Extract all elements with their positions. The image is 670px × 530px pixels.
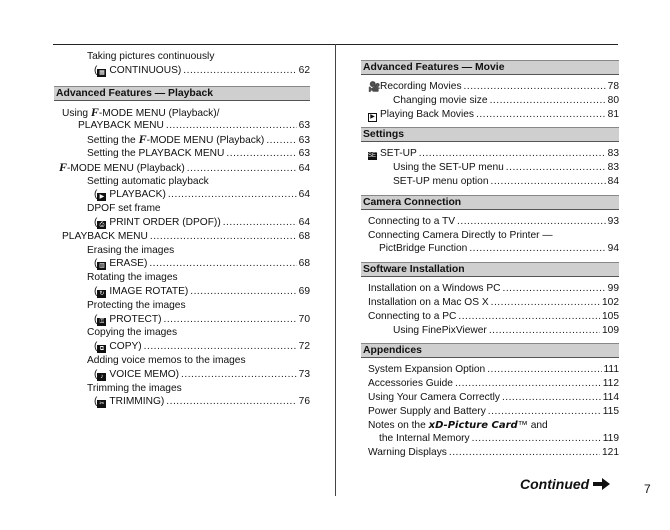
- f-mode-icon: F: [59, 159, 68, 174]
- leader-dots: [181, 368, 297, 382]
- protect-icon: ⚿: [97, 318, 106, 326]
- leader-dots: [163, 313, 296, 327]
- toc-entry[interactable]: ▶ Playing Back Movies ..... 81: [361, 108, 619, 122]
- toc-entry[interactable]: the Internal Memory ..... 119: [361, 432, 619, 446]
- toc-entry[interactable]: Using the SET-UP menu ..... 83: [361, 161, 619, 175]
- play-icon: ▶: [368, 113, 377, 122]
- toc-entry[interactable]: Connecting to a PC ..... 105: [361, 310, 619, 324]
- leader-dots: [472, 432, 601, 446]
- toc-entry[interactable]: DPOF set frame: [87, 203, 161, 215]
- toc-entry[interactable]: ( ⚿ PROTECT) ..... 70: [54, 313, 310, 327]
- section-heading-appendices: Appendices: [361, 343, 619, 358]
- leader-dots: [266, 134, 296, 148]
- leader-dots: [488, 405, 601, 419]
- leader-dots: [166, 395, 296, 409]
- leader-dots: [455, 377, 601, 391]
- arrow-right-icon: [593, 478, 610, 490]
- toc-entry[interactable]: System Expansion Option ..... 111: [361, 363, 619, 377]
- leader-dots: [149, 257, 296, 271]
- leader-dots: [457, 215, 606, 229]
- toc-entry[interactable]: Installation on a Mac OS X ..... 102: [361, 296, 619, 310]
- toc-entry[interactable]: PLAYBACK MENU ..... 68: [54, 230, 310, 244]
- toc-entry[interactable]: Power Supply and Battery ..... 115: [361, 405, 619, 419]
- page-number-footer: 7: [644, 482, 651, 496]
- leader-dots: [491, 296, 600, 310]
- leader-dots: [503, 282, 606, 296]
- toc-entry[interactable]: 🎥Recording Movies ..... 78: [361, 80, 619, 94]
- toc-entry[interactable]: Copying the images: [87, 327, 178, 339]
- toc-entry[interactable]: Taking pictures continuously: [87, 51, 215, 62]
- leader-dots: [183, 64, 296, 78]
- rotate-icon: ↻: [99, 290, 105, 297]
- leader-dots: [187, 162, 297, 176]
- toc-entry[interactable]: ( ▥ ERASE) ..... 68: [54, 257, 310, 271]
- xd-picture-card-brand: xD-Picture Card: [428, 419, 518, 431]
- toc-entry[interactable]: Using Your Camera Correctly ..... 114: [361, 391, 619, 405]
- section-heading-playback: Advanced Features — Playback: [54, 86, 310, 101]
- toc-entry[interactable]: PLAYBACK MENU ..... 63: [54, 119, 310, 133]
- autoplay-icon: ▶: [97, 193, 106, 201]
- page-number: 62: [298, 64, 310, 76]
- leader-dots: [458, 310, 600, 324]
- section-heading-camera-connection: Camera Connection: [361, 195, 619, 210]
- toc-entry[interactable]: Erasing the images: [87, 244, 175, 256]
- f-mode-icon: F: [90, 104, 99, 119]
- toc-entry[interactable]: SET-UP menu option ..... 84: [361, 175, 619, 189]
- toc-entry[interactable]: Connecting Camera Directly to Printer —: [368, 229, 553, 241]
- toc-entry[interactable]: Installation on a Windows PC ..... 99: [361, 282, 619, 296]
- movie-camera-icon: 🎥: [368, 82, 381, 93]
- leader-dots: [223, 216, 297, 230]
- toc-entry[interactable]: Notes on the xD-Picture Card™ and: [368, 419, 548, 431]
- toc-entry[interactable]: Changing movie size ..... 80: [361, 94, 619, 108]
- leader-dots: [419, 147, 606, 161]
- toc-left-column: [54, 50, 310, 409]
- setup-icon: SET: [368, 153, 380, 160]
- toc-entry[interactable]: Setting automatic playback: [87, 175, 209, 187]
- leader-dots: [506, 161, 606, 175]
- toc-entry[interactable]: SETSET-UP ..... 83: [361, 147, 619, 161]
- copy-icon: ⧉: [97, 345, 106, 353]
- toc-right-column: [361, 54, 619, 460]
- toc-entry[interactable]: Setting the PLAYBACK MENU ..... 63: [54, 147, 310, 161]
- toc-entry[interactable]: PictBridge Function ..... 94: [361, 242, 619, 256]
- toc-entry[interactable]: Protecting the images: [87, 299, 186, 311]
- leader-dots: [490, 94, 606, 108]
- leader-dots: [166, 119, 297, 133]
- section-heading-movie: Advanced Features — Movie: [361, 60, 619, 75]
- toc-entry[interactable]: Using F-MODE MENU (Playback)/: [62, 104, 220, 119]
- continuous-icon: ▦: [99, 69, 105, 76]
- toc-entry[interactable]: Connecting to a TV ..... 93: [361, 215, 619, 229]
- leader-dots: [144, 340, 297, 354]
- leader-dots: [487, 363, 601, 377]
- section-heading-software-installation: Software Installation: [361, 262, 619, 277]
- toc-entry[interactable]: Warning Displays ..... 121: [361, 446, 619, 460]
- toc-entry[interactable]: ( ⧉ COPY) ..... 72: [54, 340, 310, 354]
- print-icon: ⎙: [97, 221, 106, 229]
- toc-entry[interactable]: Rotating the images: [87, 272, 178, 284]
- column-divider: [335, 44, 336, 496]
- leader-dots: [502, 391, 601, 405]
- toc-entry[interactable]: ( ▦ CONTINUOUS) ..... 62: [54, 64, 310, 78]
- toc-entry[interactable]: ( ✂ TRIMMING) ..... 76: [54, 395, 310, 409]
- section-heading-settings: Settings: [361, 127, 619, 142]
- leader-dots: [489, 324, 600, 338]
- toc-entry[interactable]: Accessories Guide ..... 112: [361, 377, 619, 391]
- leader-dots: [449, 446, 600, 460]
- toc-entry[interactable]: Trimming the images: [87, 382, 182, 394]
- leader-dots: [464, 80, 606, 94]
- leader-dots: [168, 188, 297, 202]
- toc-entry[interactable]: F-MODE MENU (Playback) ..... 64: [54, 161, 310, 175]
- toc-entry[interactable]: ( ♪ VOICE MEMO) ..... 73: [54, 368, 310, 382]
- toc-entry[interactable]: Using FinePixViewer ..... 109: [361, 324, 619, 338]
- toc-entry[interactable]: Adding voice memos to the images: [87, 354, 246, 366]
- leader-dots: [469, 242, 605, 256]
- trimming-icon: ✂: [99, 401, 105, 408]
- leader-dots: [150, 230, 297, 244]
- leader-dots: [491, 175, 606, 189]
- toc-entry[interactable]: ( ⎙ PRINT ORDER (DPOF)) ..... 64: [54, 216, 310, 230]
- f-mode-icon: F: [138, 132, 147, 147]
- toc-entry[interactable]: ( ↻ IMAGE ROTATE) ..... 69: [54, 285, 310, 299]
- leader-dots: [476, 108, 606, 122]
- toc-entry[interactable]: ( ▶ PLAYBACK) ..... 64: [54, 188, 310, 202]
- leader-dots: [190, 285, 296, 299]
- trash-icon: ▥: [99, 263, 105, 270]
- continued-link[interactable]: Continued: [520, 476, 610, 492]
- leader-dots: [226, 147, 296, 161]
- toc-entry[interactable]: Setting the F-MODE MENU (Playback) ..... 63: [54, 133, 310, 147]
- microphone-icon: ♪: [97, 373, 106, 381]
